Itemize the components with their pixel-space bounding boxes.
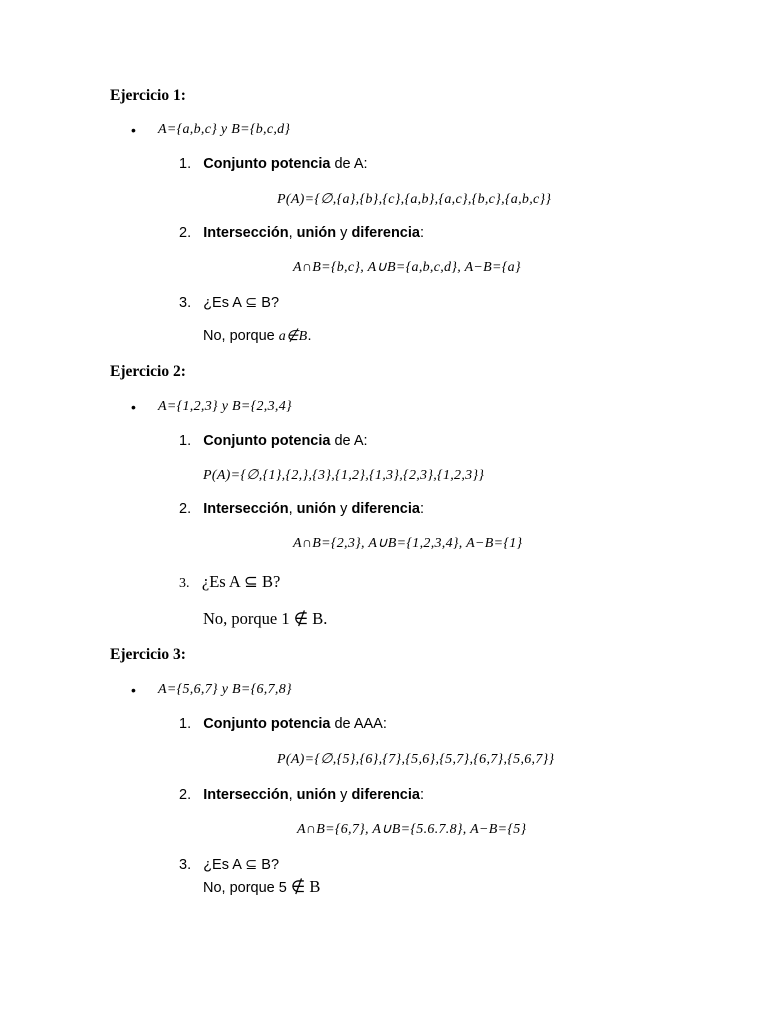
exercise-3-power-set: P(A)={∅,{5},{6},{7},{5,6},{5,7},{6,7},{5,6,7}} [277, 752, 555, 767]
exercise-2-operations: A∩B={2,3}, A∪B={1,2,3,4}, A−B={1} [293, 536, 523, 551]
item-number: 3. [179, 576, 190, 591]
exercise-1-operations: A∩B={b,c}, A∪B={a,b,c,d}, A−B={a} [293, 260, 521, 275]
item-text: y [336, 225, 352, 241]
exercise-2-power-set: P(A)={∅,{1},{2,},{3},{1,2},{1,3},{2,3},{1,2,3}} [203, 468, 485, 483]
exercise-2-item-1 [179, 433, 368, 449]
item-bold-label: Conjunto potencia [203, 156, 331, 172]
item-text: , [288, 225, 297, 241]
exercise-2-heading: Ejercicio 2: [110, 363, 186, 380]
exercise-3-operations: A∩B={6,7}, A∪B={5.6.7.8}, A−B={5} [297, 822, 527, 837]
item-bold-label: Intersección [203, 787, 289, 803]
item-bold-label: Conjunto potencia [203, 716, 331, 732]
item-text: de AAA: [330, 716, 387, 732]
item-number: 2. [179, 225, 192, 241]
item-text: ¿Es A ⊆ B? [203, 295, 280, 311]
exercise-1-sets: A={a,b,c} y B={b,c,d} [158, 122, 291, 137]
exercise-1-bullet: • [131, 122, 136, 138]
item-text: de A: [330, 156, 368, 172]
answer-text: No, porque [203, 328, 279, 344]
item-bold-label: Conjunto potencia [203, 433, 331, 449]
item-text: y [336, 787, 352, 803]
item-bold-label: unión [296, 501, 337, 517]
exercise-2-sets: A={1,2,3} y B={2,3,4} [158, 399, 292, 414]
item-bold-label: Intersección [203, 501, 289, 517]
answer-math: ∉ B [290, 877, 321, 896]
exercise-2-item-3 [179, 572, 280, 592]
item-text: ¿Es A ⊆ B? [203, 857, 280, 873]
item-text: : [419, 225, 424, 241]
exercise-3-item-2 [179, 787, 424, 803]
exercise-1-power-set: P(A)={∅,{a},{b},{c},{a,b},{a,c},{b,c},{a,b,c}} [277, 192, 552, 207]
item-number: 3. [179, 295, 192, 311]
item-bold-label: diferencia [351, 501, 420, 517]
item-text: de A: [330, 433, 368, 449]
exercise-3-item-3 [179, 857, 279, 873]
exercise-2-item-2 [179, 501, 424, 517]
item-bold-label: unión [296, 787, 337, 803]
item-bold-label: Intersección [203, 225, 289, 241]
exercise-1-answer [203, 328, 311, 345]
exercise-1-heading: Ejercicio 1: [110, 87, 186, 104]
item-text: : [419, 501, 424, 517]
item-number: 1. [179, 716, 192, 732]
item-bold-label: diferencia [351, 225, 420, 241]
item-text: , [288, 787, 297, 803]
exercise-3-answer [203, 877, 320, 897]
item-text: : [419, 787, 424, 803]
exercise-3-heading: Ejercicio 3: [110, 646, 186, 663]
exercise-1-item-1 [179, 156, 368, 172]
item-text: , [288, 501, 297, 517]
item-bold-label: unión [296, 225, 337, 241]
exercise-3-item-1 [179, 716, 387, 732]
item-number: 1. [179, 433, 192, 449]
item-number: 1. [179, 156, 192, 172]
exercise-2-answer: No, porque 1 ∉ B. [203, 609, 328, 628]
exercise-1-item-3 [179, 295, 279, 311]
item-number: 2. [179, 501, 192, 517]
item-number: 2. [179, 787, 192, 803]
item-bold-label: diferencia [351, 787, 420, 803]
exercise-1-item-2 [179, 225, 424, 241]
item-number: 3. [179, 857, 192, 873]
answer-text: . [307, 328, 312, 344]
answer-math: a∉B [278, 329, 308, 344]
answer-text: No, porque 5 [203, 880, 291, 896]
item-text: ¿Es A ⊆ B? [201, 572, 281, 591]
exercise-3-bullet: • [131, 682, 136, 698]
exercise-3-sets: A={5,6,7} y B={6,7,8} [158, 682, 292, 697]
exercise-2-bullet: • [131, 399, 136, 415]
item-text: y [336, 501, 352, 517]
